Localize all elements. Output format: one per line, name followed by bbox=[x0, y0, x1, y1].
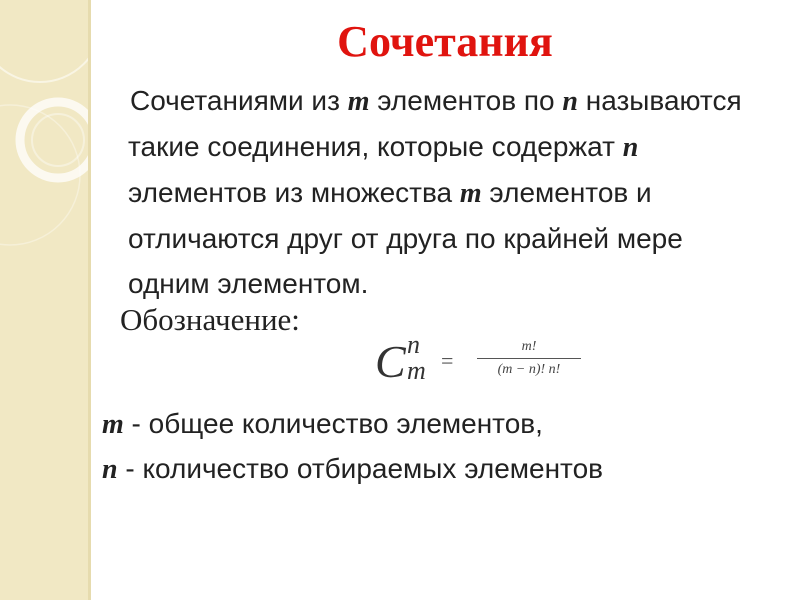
notation-label: Обозначение: bbox=[120, 302, 300, 337]
variable-n: n bbox=[562, 86, 578, 117]
sidebar-divider bbox=[88, 0, 91, 600]
circles-ornament-icon bbox=[0, 0, 88, 600]
definition-part: называются такие соединения, которые содержат bbox=[128, 85, 742, 162]
combination-formula bbox=[375, 330, 585, 387]
variable-m: m bbox=[347, 86, 370, 117]
formula-denominator: (m − n)! n! bbox=[497, 362, 561, 377]
legend-variable: m bbox=[102, 409, 124, 440]
legend-text: - общее количество элементов, bbox=[123, 408, 543, 439]
definition-part: элементов и отличаются друг от друга по крайней мере одним элементом. bbox=[128, 177, 683, 299]
legend-variable: n bbox=[102, 454, 118, 485]
variables-legend bbox=[102, 402, 782, 492]
formula-equals: = bbox=[441, 348, 454, 373]
variable-n: n bbox=[622, 132, 639, 163]
legend-item bbox=[102, 402, 782, 447]
legend-text: - количество отбираемых элементов bbox=[117, 453, 604, 484]
definition-part: элементов по bbox=[369, 85, 563, 116]
formula-numerator: m! bbox=[521, 339, 537, 354]
formula-symbol: C bbox=[375, 336, 406, 387]
definition-intro: Сочетаниями из bbox=[130, 85, 348, 116]
formula-subscript: m bbox=[407, 356, 426, 385]
formula-superscript: n bbox=[407, 330, 420, 359]
variable-m: m bbox=[459, 178, 482, 209]
formula-fraction bbox=[477, 339, 581, 378]
fraction-bar bbox=[477, 358, 581, 359]
legend-item bbox=[102, 447, 782, 492]
definition-part: элементов из множества bbox=[128, 177, 460, 208]
definition-text bbox=[128, 78, 768, 306]
decorative-sidebar bbox=[0, 0, 88, 600]
slide-title: Сочетания bbox=[337, 17, 553, 66]
